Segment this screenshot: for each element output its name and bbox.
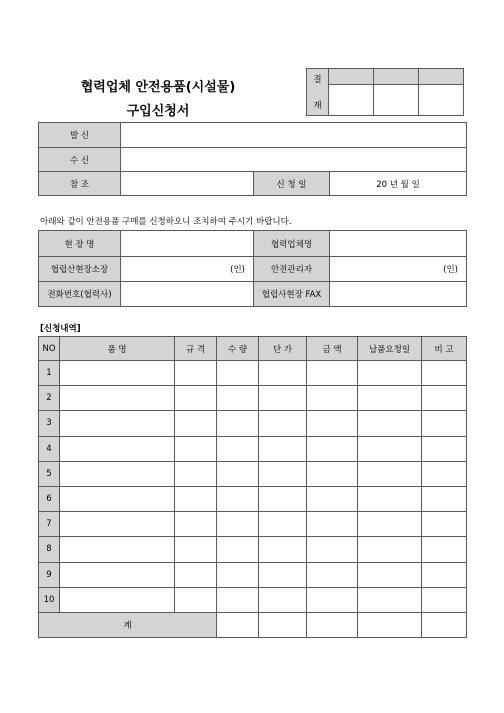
table-row xyxy=(39,562,467,587)
cell-unit-price[interactable] xyxy=(259,587,307,612)
items-table xyxy=(38,336,467,638)
cell-spec[interactable] xyxy=(175,486,217,511)
receiver-label: 수 신 xyxy=(39,148,121,172)
cell-amount[interactable] xyxy=(307,411,358,436)
sender-label: 발 신 xyxy=(39,123,121,148)
cell-amount[interactable] xyxy=(307,386,358,411)
total-remarks[interactable] xyxy=(422,612,467,637)
cell-delivery-date[interactable] xyxy=(358,486,422,511)
approval-sign-1[interactable] xyxy=(329,85,374,116)
date-field[interactable]: 20 년 월 일 xyxy=(330,172,467,196)
cell-remarks[interactable] xyxy=(422,436,467,461)
title-line-1: 협력업체 안전용품(시설물) xyxy=(80,80,236,95)
total-quantity[interactable] xyxy=(217,612,259,637)
reference-field[interactable] xyxy=(121,172,254,196)
approval-header-2 xyxy=(374,69,419,85)
total-unit-price[interactable] xyxy=(259,612,307,637)
row-number: 7 xyxy=(39,512,60,537)
cell-amount[interactable] xyxy=(307,436,358,461)
cell-quantity[interactable] xyxy=(217,386,259,411)
approval-header-3 xyxy=(419,69,464,85)
cell-unit-price[interactable] xyxy=(259,562,307,587)
items-header-row xyxy=(39,337,467,361)
col-no: NO xyxy=(39,337,60,361)
col-quantity: 수 량 xyxy=(217,337,259,361)
row-number: 9 xyxy=(39,562,60,587)
cell-amount[interactable] xyxy=(307,361,358,386)
reference-label: 참 조 xyxy=(39,172,121,196)
cell-remarks[interactable] xyxy=(422,537,467,562)
cell-quantity[interactable] xyxy=(217,562,259,587)
safety-manager-label: 안전관리자 xyxy=(254,257,330,282)
fax-field[interactable] xyxy=(330,282,467,307)
table-row xyxy=(39,386,467,411)
approval-sign-3[interactable] xyxy=(419,85,464,116)
cell-quantity[interactable] xyxy=(217,361,259,386)
cell-item-name[interactable] xyxy=(60,411,175,436)
cell-item-name[interactable] xyxy=(60,587,175,612)
cell-unit-price[interactable] xyxy=(259,361,307,386)
header-table xyxy=(38,122,467,196)
approval-label xyxy=(307,69,329,116)
date-label: 신 청 일 xyxy=(254,172,330,196)
section-title: [신청내역] xyxy=(40,324,81,334)
approval-box xyxy=(306,68,464,116)
total-amount[interactable] xyxy=(307,612,358,637)
col-spec: 규 격 xyxy=(175,337,217,361)
cell-delivery-date[interactable] xyxy=(358,461,422,486)
table-row xyxy=(39,436,467,461)
phone-label: 전화번호(협력사) xyxy=(39,282,121,307)
cell-remarks[interactable] xyxy=(422,512,467,537)
site-manager-field[interactable]: (인) xyxy=(121,257,254,282)
total-row xyxy=(39,612,467,637)
cell-item-name[interactable] xyxy=(60,386,175,411)
approval-header-1 xyxy=(329,69,374,85)
cell-unit-price[interactable] xyxy=(259,386,307,411)
table-row xyxy=(39,512,467,537)
row-number: 2 xyxy=(39,386,60,411)
cell-unit-price[interactable] xyxy=(259,461,307,486)
approval-label-bottom: 재 xyxy=(313,101,322,111)
row-number: 1 xyxy=(39,361,60,386)
cell-amount[interactable] xyxy=(307,562,358,587)
row-number: 5 xyxy=(39,461,60,486)
table-row xyxy=(39,587,467,612)
cell-spec[interactable] xyxy=(175,386,217,411)
col-item-name: 품 명 xyxy=(60,337,175,361)
cell-item-name[interactable] xyxy=(60,361,175,386)
col-unit-price: 단 가 xyxy=(259,337,307,361)
col-delivery-date: 납품요청일 xyxy=(358,337,422,361)
cell-remarks[interactable] xyxy=(422,562,467,587)
cell-spec[interactable] xyxy=(175,361,217,386)
cell-spec[interactable] xyxy=(175,436,217,461)
row-number: 4 xyxy=(39,436,60,461)
site-name-label: 현 장 명 xyxy=(39,231,121,257)
cell-remarks[interactable] xyxy=(422,486,467,511)
cell-amount[interactable] xyxy=(307,512,358,537)
cell-quantity[interactable] xyxy=(217,587,259,612)
cell-item-name[interactable] xyxy=(60,562,175,587)
table-row xyxy=(39,461,467,486)
fax-label: 협럽사현장 FAX xyxy=(254,282,330,307)
notice-text: 아래와 같이 안전용품 구매를 신청하오니 조치하여 주시기 바랍니다. xyxy=(40,217,292,227)
approval-label-top: 결 xyxy=(313,75,322,85)
cell-remarks[interactable] xyxy=(422,461,467,486)
cell-unit-price[interactable] xyxy=(259,486,307,511)
row-number: 6 xyxy=(39,486,60,511)
cell-item-name[interactable] xyxy=(60,512,175,537)
cell-spec[interactable] xyxy=(175,562,217,587)
phone-field[interactable] xyxy=(121,282,254,307)
cell-amount[interactable] xyxy=(307,537,358,562)
cell-spec[interactable] xyxy=(175,587,217,612)
cell-spec[interactable] xyxy=(175,512,217,537)
cell-amount[interactable] xyxy=(307,461,358,486)
cell-quantity[interactable] xyxy=(217,436,259,461)
cell-item-name[interactable] xyxy=(60,486,175,511)
total-label: 계 xyxy=(39,612,217,637)
cell-quantity[interactable] xyxy=(217,461,259,486)
cell-delivery-date[interactable] xyxy=(358,386,422,411)
site-name-field[interactable] xyxy=(121,231,254,257)
site-manager-label: 협럽산현장소장 xyxy=(39,257,121,282)
row-number: 3 xyxy=(39,411,60,436)
col-amount: 금 액 xyxy=(307,337,358,361)
receiver-field[interactable] xyxy=(121,148,467,172)
cell-spec[interactable] xyxy=(175,411,217,436)
cell-quantity[interactable] xyxy=(217,411,259,436)
cell-delivery-date[interactable] xyxy=(358,436,422,461)
table-row xyxy=(39,537,467,562)
cell-delivery-date[interactable] xyxy=(358,587,422,612)
cell-unit-price[interactable] xyxy=(259,436,307,461)
safety-manager-field[interactable]: (인) xyxy=(330,257,467,282)
total-delivery-date[interactable] xyxy=(358,612,422,637)
cell-spec[interactable] xyxy=(175,537,217,562)
cell-item-name[interactable] xyxy=(60,537,175,562)
approval-sign-2[interactable] xyxy=(374,85,419,116)
cell-quantity[interactable] xyxy=(217,512,259,537)
col-remarks: 비 고 xyxy=(422,337,467,361)
cell-unit-price[interactable] xyxy=(259,537,307,562)
title-line-2: 구입신청서 xyxy=(126,104,190,119)
cell-delivery-date[interactable] xyxy=(358,537,422,562)
cell-amount[interactable] xyxy=(307,587,358,612)
cell-remarks[interactable] xyxy=(422,411,467,436)
cell-delivery-date[interactable] xyxy=(358,361,422,386)
cell-quantity[interactable] xyxy=(217,537,259,562)
sender-field[interactable] xyxy=(121,123,467,148)
table-row xyxy=(39,411,467,436)
cell-item-name[interactable] xyxy=(60,461,175,486)
row-number: 10 xyxy=(39,587,60,612)
cell-delivery-date[interactable] xyxy=(358,411,422,436)
cell-remarks[interactable] xyxy=(422,587,467,612)
cell-remarks[interactable] xyxy=(422,386,467,411)
cell-amount[interactable] xyxy=(307,486,358,511)
cell-delivery-date[interactable] xyxy=(358,512,422,537)
cell-unit-price[interactable] xyxy=(259,512,307,537)
cell-spec[interactable] xyxy=(175,461,217,486)
table-row xyxy=(39,361,467,386)
cell-delivery-date[interactable] xyxy=(358,562,422,587)
partner-name-field[interactable] xyxy=(330,231,467,257)
cell-item-name[interactable] xyxy=(60,436,175,461)
table-row xyxy=(39,486,467,511)
partner-name-label: 협력업체명 xyxy=(254,231,330,257)
document-title xyxy=(38,76,278,119)
cell-unit-price[interactable] xyxy=(259,411,307,436)
row-number: 8 xyxy=(39,537,60,562)
info-table xyxy=(38,230,467,307)
cell-remarks[interactable] xyxy=(422,361,467,386)
cell-quantity[interactable] xyxy=(217,486,259,511)
